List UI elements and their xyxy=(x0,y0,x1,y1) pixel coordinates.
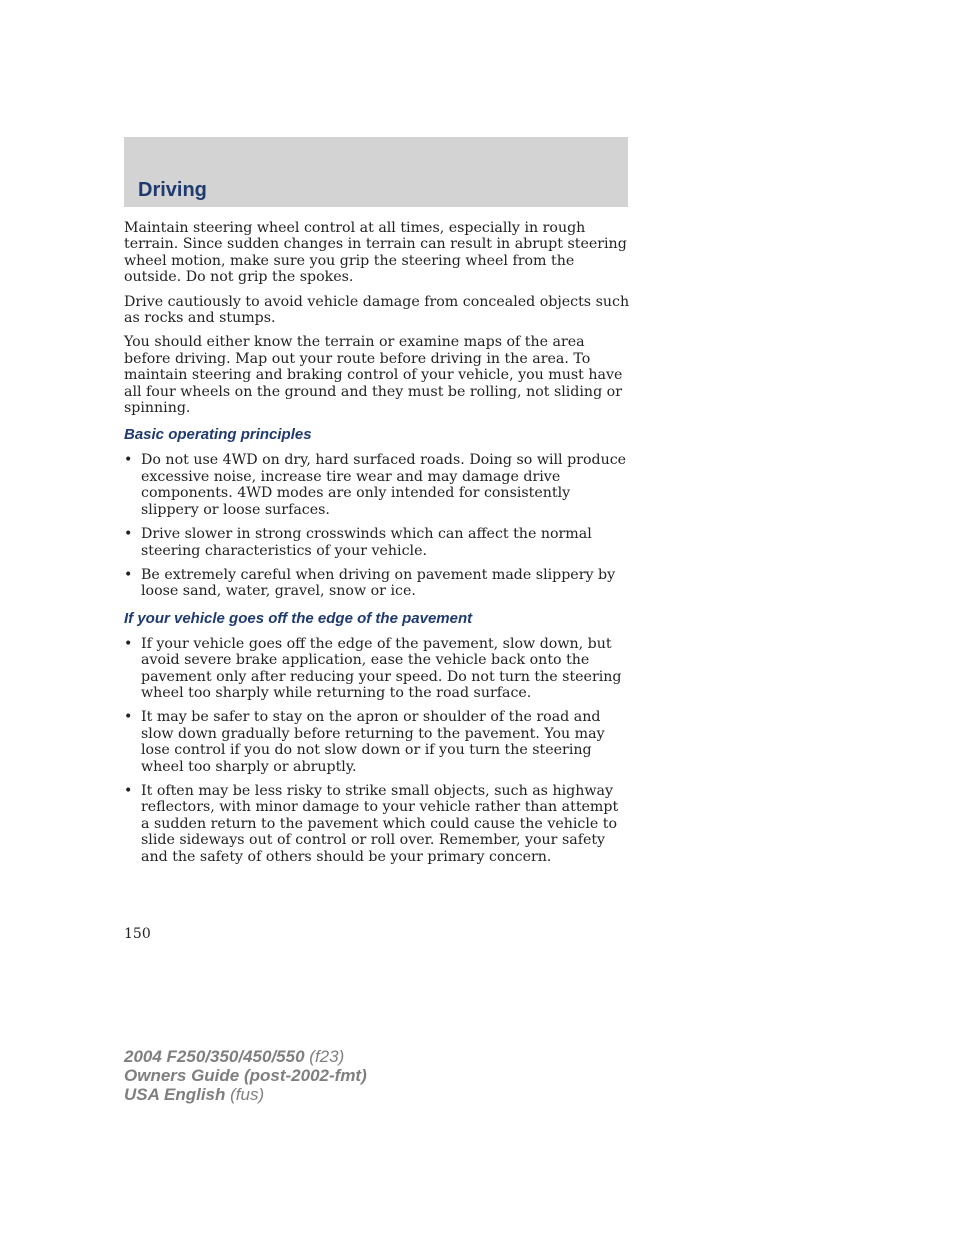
footer-language-code: (fus) xyxy=(230,1085,265,1104)
document-footer xyxy=(124,1047,367,1104)
list-item-text: If your vehicle goes off the edge of the pavement, slow down, but avoid severe brake application, ease the vehicle back onto the pavement only after reducing your speed. Do not turn the steering wheel too sharply while returning to the road surface. xyxy=(141,635,622,701)
footer-line-language xyxy=(124,1085,367,1104)
list-item-text: It often may be less risky to strike small objects, such as highway reflectors, with minor damage to your vehicle rather than attempt a sudden return to the pavement which could cause the vehicle to slide sideways out of control or roll over. Remember, your safety and the safety of others should be your primary concern. xyxy=(141,782,619,865)
list-item xyxy=(124,452,630,518)
bullet-icon: • xyxy=(124,566,133,583)
bullet-icon: • xyxy=(124,709,133,726)
footer-language: USA English xyxy=(124,1085,226,1104)
bullet-list xyxy=(124,636,630,865)
footer-model-code: (f23) xyxy=(309,1047,345,1066)
list-item xyxy=(124,636,630,702)
subheading-off-pavement: If your vehicle goes off the edge of the pavement xyxy=(124,609,473,627)
list-item xyxy=(124,526,630,559)
bullet-list xyxy=(124,452,630,599)
subheading-basic-operating-principles: Basic operating principles xyxy=(124,426,312,444)
footer-line-model xyxy=(124,1047,367,1066)
list-item-text: It may be safer to stay on the apron or shoulder of the road and slow down gradually before returning to the pavement. You may lose control if you do not slow down or if you turn the steering wheel too sharply or abruptly. xyxy=(141,709,605,775)
footer-model: 2004 F250/350/450/550 xyxy=(124,1047,305,1066)
page-number: 150 xyxy=(124,926,151,942)
list-item xyxy=(124,783,630,865)
bullet-icon: • xyxy=(124,782,133,799)
list-item-text: Drive slower in strong crosswinds which can affect the normal steering characteristics of your vehicle. xyxy=(141,526,592,559)
footer-guide: Owners Guide (post-2002-fmt) xyxy=(124,1066,367,1085)
intro-paragraph: Maintain steering wheel control at all times, especially in rough terrain. Since sudden changes in terrain can result in abrupt steering wheel motion, make sure you grip the steering wheel from the outside. Do not grip the spokes. xyxy=(124,220,627,286)
list-item xyxy=(124,567,630,600)
list-item-text: Do not use 4WD on dry, hard surfaced roads. Doing so will produce excessive noise, increase tire wear and may damage drive components. 4WD modes are only intended for consistently slippery or loose surfaces. xyxy=(141,452,627,518)
footer-line-guide xyxy=(124,1066,367,1085)
list-item xyxy=(124,709,630,775)
intro-paragraph: Drive cautiously to avoid vehicle damage from concealed objects such as rocks and stumps. xyxy=(124,293,630,327)
bullet-icon: • xyxy=(124,452,133,469)
page-content xyxy=(124,220,630,873)
section-title: Driving xyxy=(138,179,207,201)
intro-paragraph: You should either know the terrain or examine maps of the area before driving. Map out your route before driving in the area. To maintain steering and braking control of your vehicle, you must have all four wheels on the ground and they must be rolling, not sliding or spinning. xyxy=(124,334,623,417)
list-item-text: Be extremely careful when driving on pavement made slippery by loose sand, water, gravel, snow or ice. xyxy=(141,566,616,600)
section-header-band xyxy=(124,137,628,207)
bullet-icon: • xyxy=(124,635,133,652)
bullet-icon: • xyxy=(124,526,133,543)
